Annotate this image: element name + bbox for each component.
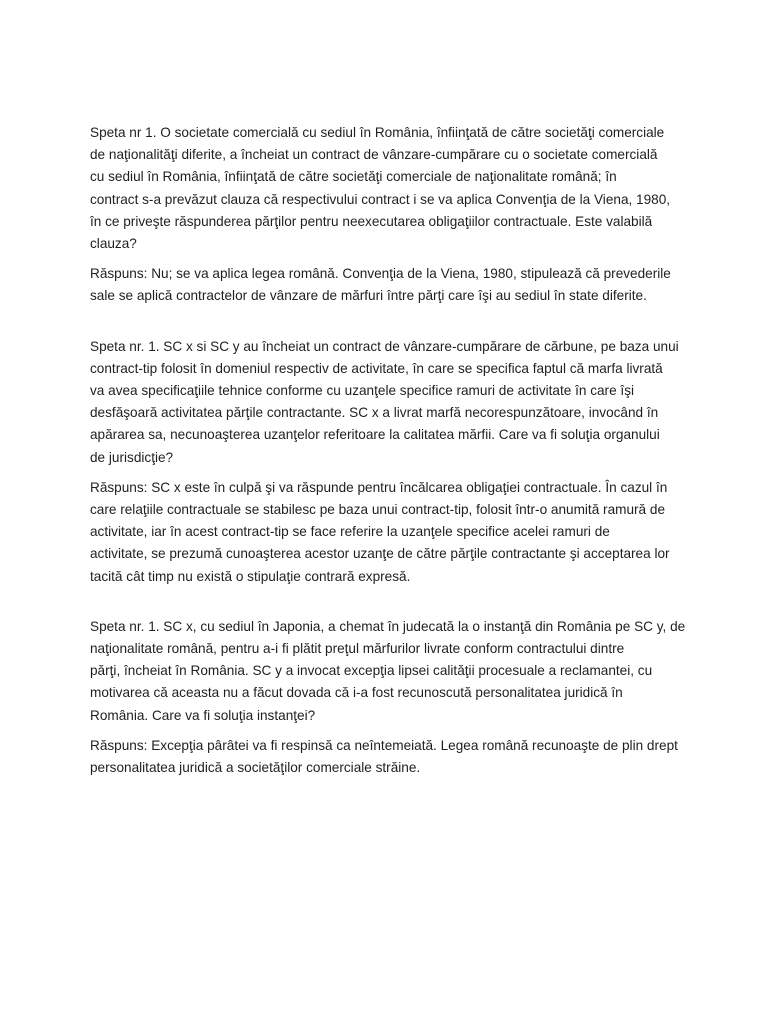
case-section-2 bbox=[90, 336, 690, 588]
case-question: Speta nr. 1. SC x si SC y au încheiat un contract de vânzare-cumpărare de cărbune, pe baza unui contract-tip folosit în domeniul respectiv de activitate, în care se specifica faptul că marfa livrată va avea specificaţiile tehnice conforme cu uzanţele specifice ramuri de activitate în care îşi desfăşoară activitatea părţile contractante. SC x a livrat marfă necorespunzătoare, invocând în apărarea sa, necunoaşterea uzanţelor referitoare la calitatea mărfii. Care va fi soluţia organului de jurisdicţie? bbox=[90, 338, 679, 465]
case-answer: Răspuns: Nu; se va aplica legea română. Convenţia de la Viena, 1980, stipulează că prevederile sale se aplică contractelor de vânzare de mărfuri între părţi care îşi au sediul în state diferite. bbox=[90, 266, 671, 304]
case-answer: Răspuns: Excepţia pârâtei va fi respinsă ca neîntemeiată. Legea română recunoaşte de plin drept personalitatea juridică a societăţilor comerciale străine. bbox=[90, 737, 678, 776]
case-question: Speta nr 1. O societate comercială cu sediul în România, înfiinţată de către societăţi comerciale de naţionalităţi diferite, a încheiat un contract de vânzare-cumpărare cu o societate comercială cu sediul în România, înfiinţată de către societăţi comerciale de naţionalitate română; în contract s-a prevăzut clauza că respectivului contract i se va aplica Convenţia de la Viena, 1980, în ce priveşte răspunderea părţilor pentru neexecutarea obligaţiilor contractuale. Este valabilă clauza? bbox=[90, 125, 671, 252]
document-page bbox=[90, 122, 690, 779]
case-answer: Răspuns: SC x este în culpă şi va răspunde pentru încălcarea obligaţiei contractuale. În cazul în care relaţiile contractuale se stabilesc pe baza unui contract-tip, folosit într-o anumită ramură de activitate, iar în acest contract-tip se face referire la uzanţele specifice acelei ramuri de activitate, se prezumă cunoaşterea acestor uzanţe de către părţile contractante şi acceptarea lor tacită cât timp nu există o stipulaţie contrară expresă. bbox=[90, 479, 670, 584]
case-question: Speta nr. 1. SC x, cu sediul în Japonia, a chemat în judecată la o instanţă din România pe SC y, de naţionalitate română, pentru a-i fi plătit preţul mărfurilor livrate conform contractului dintre părţi, încheiat în România. SC y a invocat excepţia lipsei calităţii procesuale a reclamantei, cu motivarea că aceasta nu a făcut dovada că i-a fost recunoscută personalitatea juridică în România. Care va fi soluţia instanţei? bbox=[90, 618, 686, 723]
case-section-1 bbox=[90, 122, 690, 308]
case-section-3 bbox=[90, 616, 690, 779]
